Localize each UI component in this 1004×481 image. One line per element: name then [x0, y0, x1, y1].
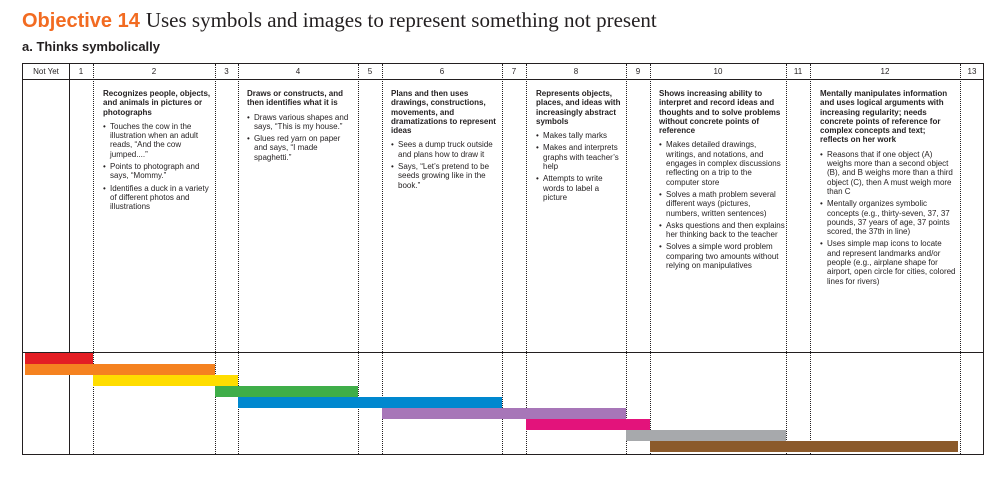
- descriptor-heading: Draws or constructs, and then identifies what it is: [247, 89, 344, 108]
- color-band-blue: [238, 397, 502, 408]
- col-header-4: 4: [295, 67, 301, 76]
- column-divider: [810, 64, 811, 454]
- descriptor-heading: Plans and then uses drawings, constructions, movements, and dramatizations to represent ideas: [391, 89, 496, 136]
- col-header-13: 13: [967, 67, 977, 76]
- example-item: • Mentally organizes symbolic concepts (e.g., thirty-seven, 37, 37 pounds, 37 years of age, 37 points scored, the 37th in line): [820, 199, 956, 236]
- objective-title: [22, 8, 657, 33]
- example-item: • Identifies a duck in a variety of different photos and illustrations: [103, 184, 211, 212]
- color-band-separator: [23, 352, 983, 353]
- example-item: • Asks questions and then explains her thinking back to the teacher: [659, 221, 785, 240]
- column-divider: [502, 64, 503, 454]
- column-divider: [358, 64, 359, 454]
- col-header-2: 2: [151, 67, 157, 76]
- descriptor-heading: Mentally manipulates information and uses logical arguments with increasing regularity; needs concrete points of reference for complex concepts and text; reflects on her work: [820, 89, 948, 145]
- color-band-orange: [25, 364, 215, 375]
- example-item: • Solves a math problem several different ways (pictures, numbers, written sentences): [659, 190, 785, 218]
- example-item: • Says, “Let’s pretend to be seeds growing like in the book.”: [391, 162, 497, 190]
- column-divider: [69, 64, 70, 454]
- col-header-1: 1: [78, 67, 84, 76]
- objective-number: Objective 14: [22, 10, 140, 32]
- col-header-11: 11: [793, 67, 803, 76]
- descriptor-level-4: [247, 89, 353, 165]
- column-divider: [93, 64, 94, 454]
- example-item: • Glues red yarn on paper and says, “I made spaghetti.”: [247, 134, 353, 162]
- col-header-3: 3: [224, 67, 229, 76]
- column-divider: [650, 64, 651, 454]
- example-item: • Makes detailed drawings, writings, and notations, and engages in complex discussions reflecting on a trip to the computer store: [659, 140, 785, 186]
- col-header-10: 10: [713, 67, 723, 76]
- col-header-5: 5: [367, 67, 373, 76]
- example-item: • Makes and interprets graphs with teacher’s help: [536, 143, 624, 171]
- example-item: • Touches the cow in the illustration when an adult reads, “And the cow jumped....”: [103, 122, 211, 159]
- descriptor-heading: Represents objects, places, and ideas with increasingly abstract symbols: [536, 89, 621, 126]
- color-band-green: [215, 386, 358, 397]
- color-band-pink: [526, 419, 650, 430]
- descriptor-level-8: [536, 89, 624, 205]
- example-item: • Uses simple map icons to locate and represent landmarks and/or people (e.g., airplane shape for airport, open circle for cities, colored lines for rivers): [820, 239, 956, 285]
- col-header-9: 9: [635, 67, 641, 76]
- col-header-not-yet: Not Yet: [33, 67, 59, 76]
- color-band-yellow: [93, 375, 238, 386]
- progression-chart: [22, 63, 984, 455]
- column-divider: [786, 64, 787, 454]
- color-band-gray: [626, 430, 786, 441]
- descriptor-level-12: [820, 89, 956, 289]
- objective-text: Uses symbols and images to represent something not present: [145, 8, 657, 32]
- header-row: [23, 64, 983, 80]
- color-band-red: [25, 353, 93, 364]
- column-divider: [960, 64, 961, 454]
- example-item: • Attempts to write words to label a picture: [536, 174, 624, 202]
- column-divider: [626, 64, 627, 454]
- col-header-6: 6: [439, 67, 445, 76]
- example-item: • Points to photograph and says, “Mommy.”: [103, 162, 211, 181]
- col-header-7: 7: [511, 67, 517, 76]
- descriptor-heading: Shows increasing ability to interpret and record ideas and thoughts and to solve problems without concrete points of reference: [659, 89, 781, 136]
- example-item: • Makes tally marks: [536, 131, 624, 140]
- descriptor-level-6: [391, 89, 497, 193]
- descriptor-level-2: [103, 89, 211, 215]
- example-item: • Sees a dump truck outside and plans how to draw it: [391, 140, 497, 159]
- column-divider: [382, 64, 383, 454]
- example-item: • Reasons that if one object (A) weighs more than a second object (B), and B weighs more than a third object (C), then A must weigh more than C: [820, 150, 956, 196]
- subtitle: a. Thinks symbolically: [22, 39, 160, 54]
- col-header-8: 8: [573, 67, 579, 76]
- descriptor-heading: Recognizes people, objects, and animals in pictures or photographs: [103, 89, 211, 117]
- example-item: • Solves a simple word problem comparing two amounts without relying on manipulatives: [659, 242, 785, 270]
- color-band-purple: [382, 408, 626, 419]
- color-band-brown: [650, 441, 958, 452]
- example-item: • Draws various shapes and says, “This is my house.”: [247, 113, 353, 132]
- column-divider: [526, 64, 527, 454]
- descriptor-level-10: [659, 89, 785, 273]
- col-header-12: 12: [880, 67, 890, 76]
